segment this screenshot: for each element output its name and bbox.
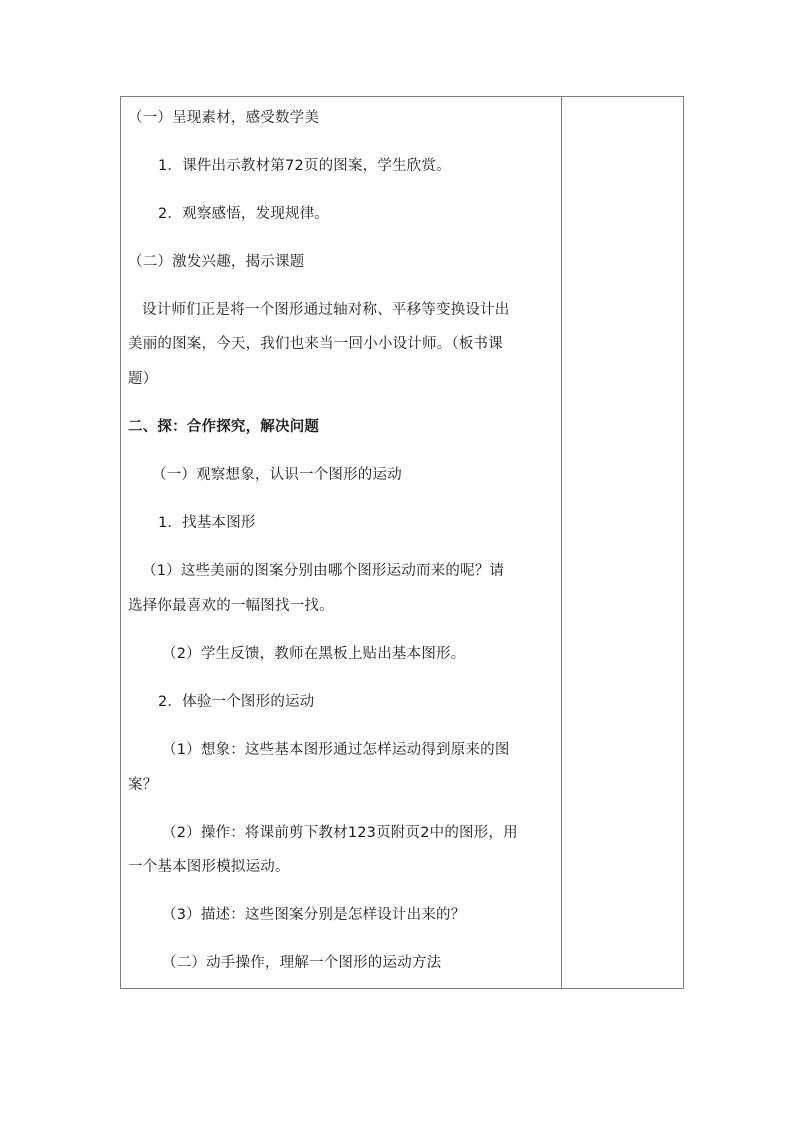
describe-line: （3）描述：这些图案分别是怎样设计出来的？	[162, 907, 466, 923]
paragraph-designer-line-2: 美丽的图案，今天，我们也来当一回小小设计师。（板书课	[128, 336, 503, 352]
question-line-1: （1）这些美丽的图案分别由哪个图形运动而来的呢？请	[142, 563, 505, 579]
paragraph-designer-line-3: 题）	[128, 371, 158, 387]
section-heading-present-material: （一）呈现素材，感受数学美	[128, 110, 320, 126]
part-heading-explore: 二、探：合作探究，解决问题	[128, 419, 320, 435]
step-find-basic-shape: 1．找基本图形	[158, 515, 256, 531]
imagine-line-1: （1）想象：这些基本图形通过怎样运动得到原来的图	[162, 742, 510, 758]
section-heading-inspire-interest: （二）激发兴趣，揭示课题	[128, 254, 305, 270]
step-courseware-display: 1．课件出示教材第72页的图案，学生欣赏。	[158, 158, 451, 174]
step-experience-motion: 2．体验一个图形的运动	[158, 694, 315, 710]
section-heading-hands-on: （二）动手操作，理解一个图形的运动方法	[162, 955, 442, 971]
operate-line-2: 一个基本图形模拟运动。	[128, 859, 290, 875]
imagine-line-2: 案？	[128, 777, 158, 793]
paragraph-designer-line-1: 设计师们正是将一个图形通过轴对称、平移等变换设计出	[142, 302, 510, 318]
question-line-2: 选择你最喜欢的一幅图找一找。	[128, 598, 334, 614]
section-heading-observe-imagine: （一）观察想象，认识一个图形的运动	[152, 467, 402, 483]
operate-line-1: （2）操作：将课前剪下教材123页附页2中的图形，用	[162, 825, 518, 841]
step-observe-discover: 2．观察感悟，发现规律。	[158, 206, 330, 222]
student-feedback-line: （2）学生反馈，教师在黑板上贴出基本图形。	[162, 646, 466, 662]
notes-column-cell	[562, 97, 683, 988]
